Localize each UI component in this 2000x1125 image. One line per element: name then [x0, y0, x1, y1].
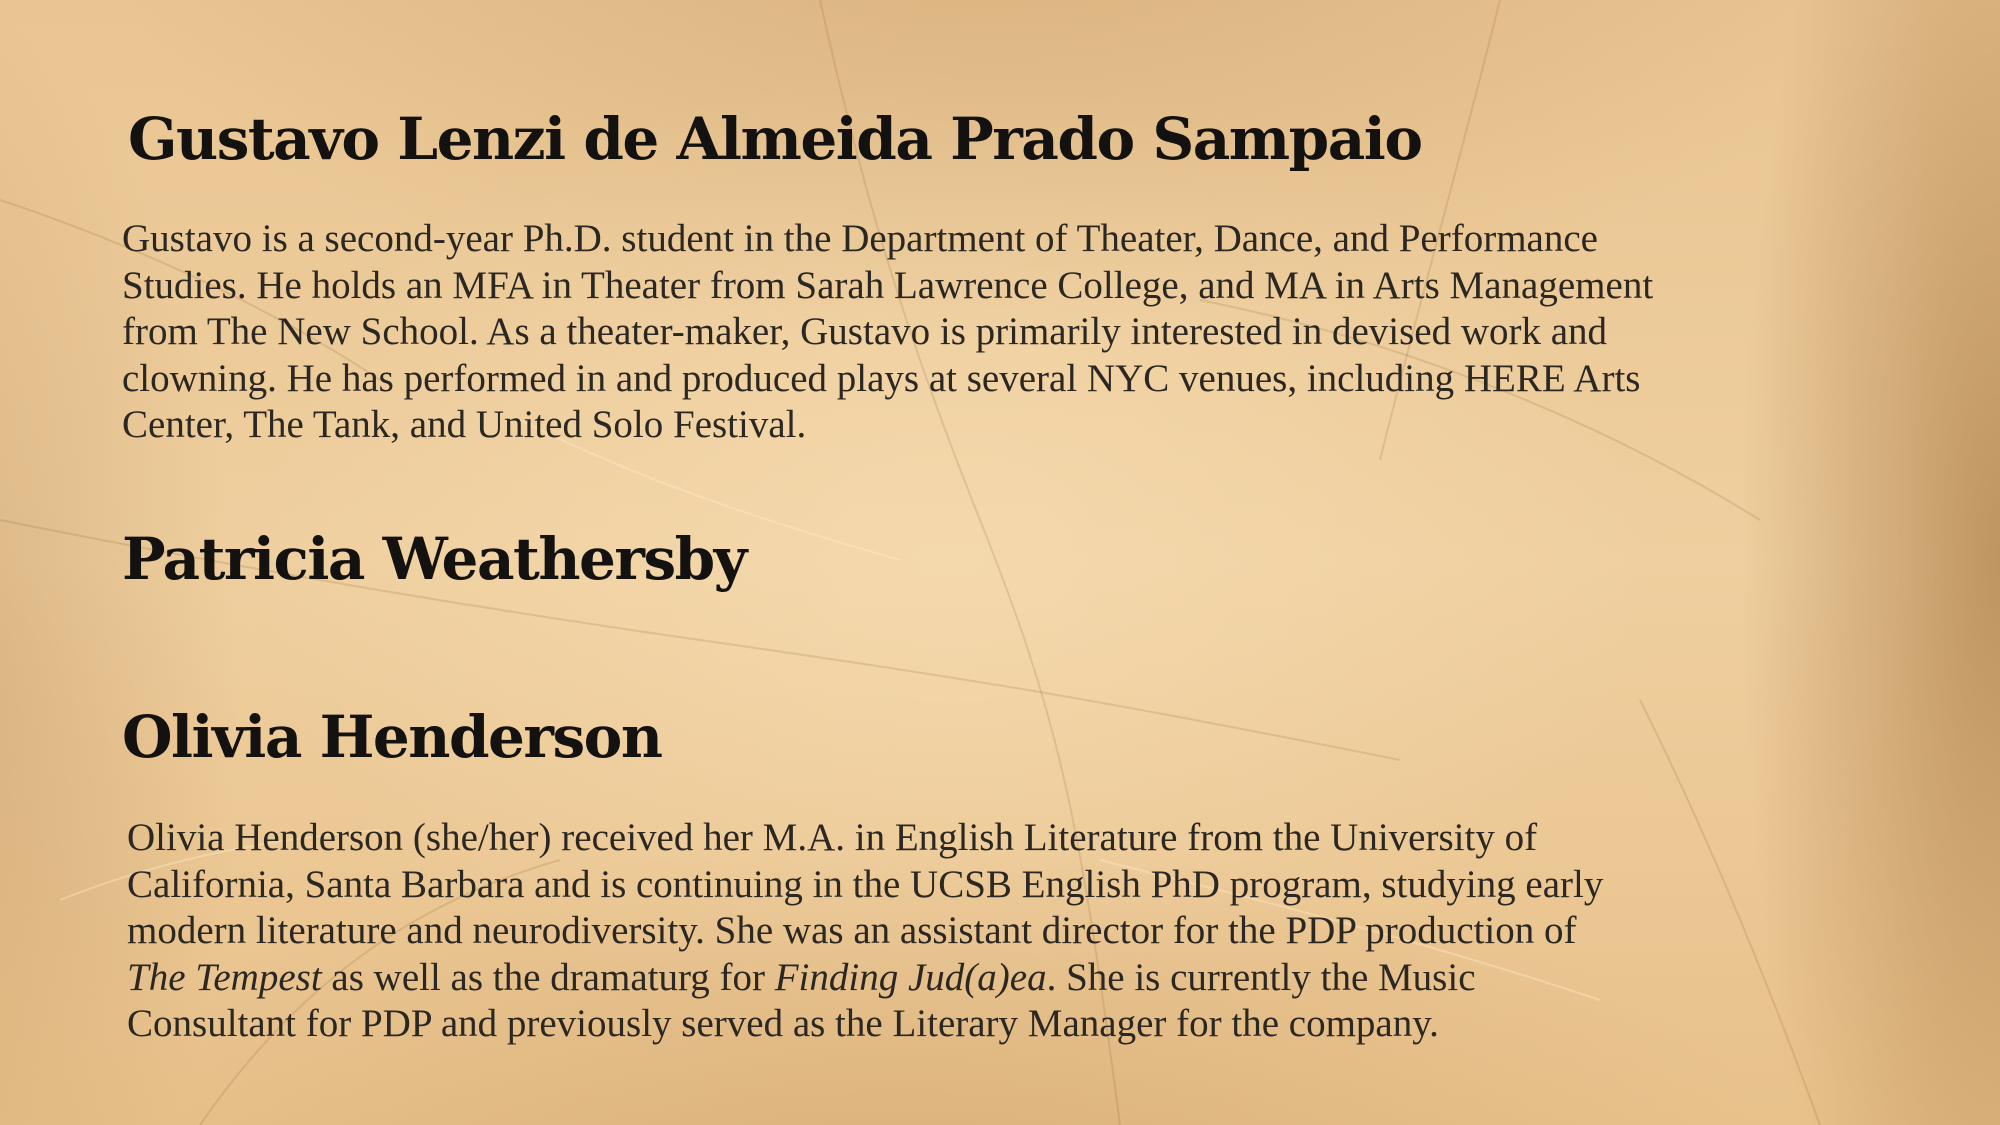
- bio-line: clowning. He has performed in and produced plays at several NYC venues, including HERE Arts: [122, 356, 1641, 400]
- person-name-patricia: Patricia Weathersby: [122, 525, 746, 593]
- person-bio-gustavo: [122, 216, 1922, 449]
- bio-line: from The New School. As a theater-maker, Gustavo is primarily interested in devised work and: [122, 310, 1608, 353]
- bio-line: Studies. He holds an MFA in Theater from Sarah Lawrence College, and MA in Arts Management: [122, 263, 1654, 307]
- bio-text-segment: as well as the dramaturg for: [321, 955, 775, 999]
- bio-line: Olivia Henderson (she/her) received her M.A. in English Literature from the University of: [127, 816, 1538, 859]
- bio-line: Consultant for PDP and previously served as the Literary Manager for the company.: [127, 1002, 1439, 1045]
- production-title-finding-judaea: Finding Jud(a)ea: [774, 955, 1047, 999]
- production-title-tempest: The Tempest: [127, 955, 322, 999]
- bio-text-segment: . She is currently the Music: [1046, 955, 1476, 999]
- person-name-olivia: Olivia Henderson: [122, 703, 662, 771]
- bio-line-with-titles: [127, 955, 1927, 1002]
- bio-line: modern literature and neurodiversity. She was an assistant director for the PDP production of: [127, 909, 1577, 952]
- bio-line: Center, The Tank, and United Solo Festival.: [122, 403, 807, 446]
- person-name-gustavo: Gustavo Lenzi de Almeida Prado Sampaio: [128, 105, 1422, 173]
- bio-line: California, Santa Barbara and is continuing in the UCSB English PhD program, studying early: [127, 862, 1604, 906]
- person-bio-olivia: [127, 815, 1927, 1048]
- bio-line: Gustavo is a second-year Ph.D. student in the Department of Theater, Dance, and Performance: [122, 217, 1598, 260]
